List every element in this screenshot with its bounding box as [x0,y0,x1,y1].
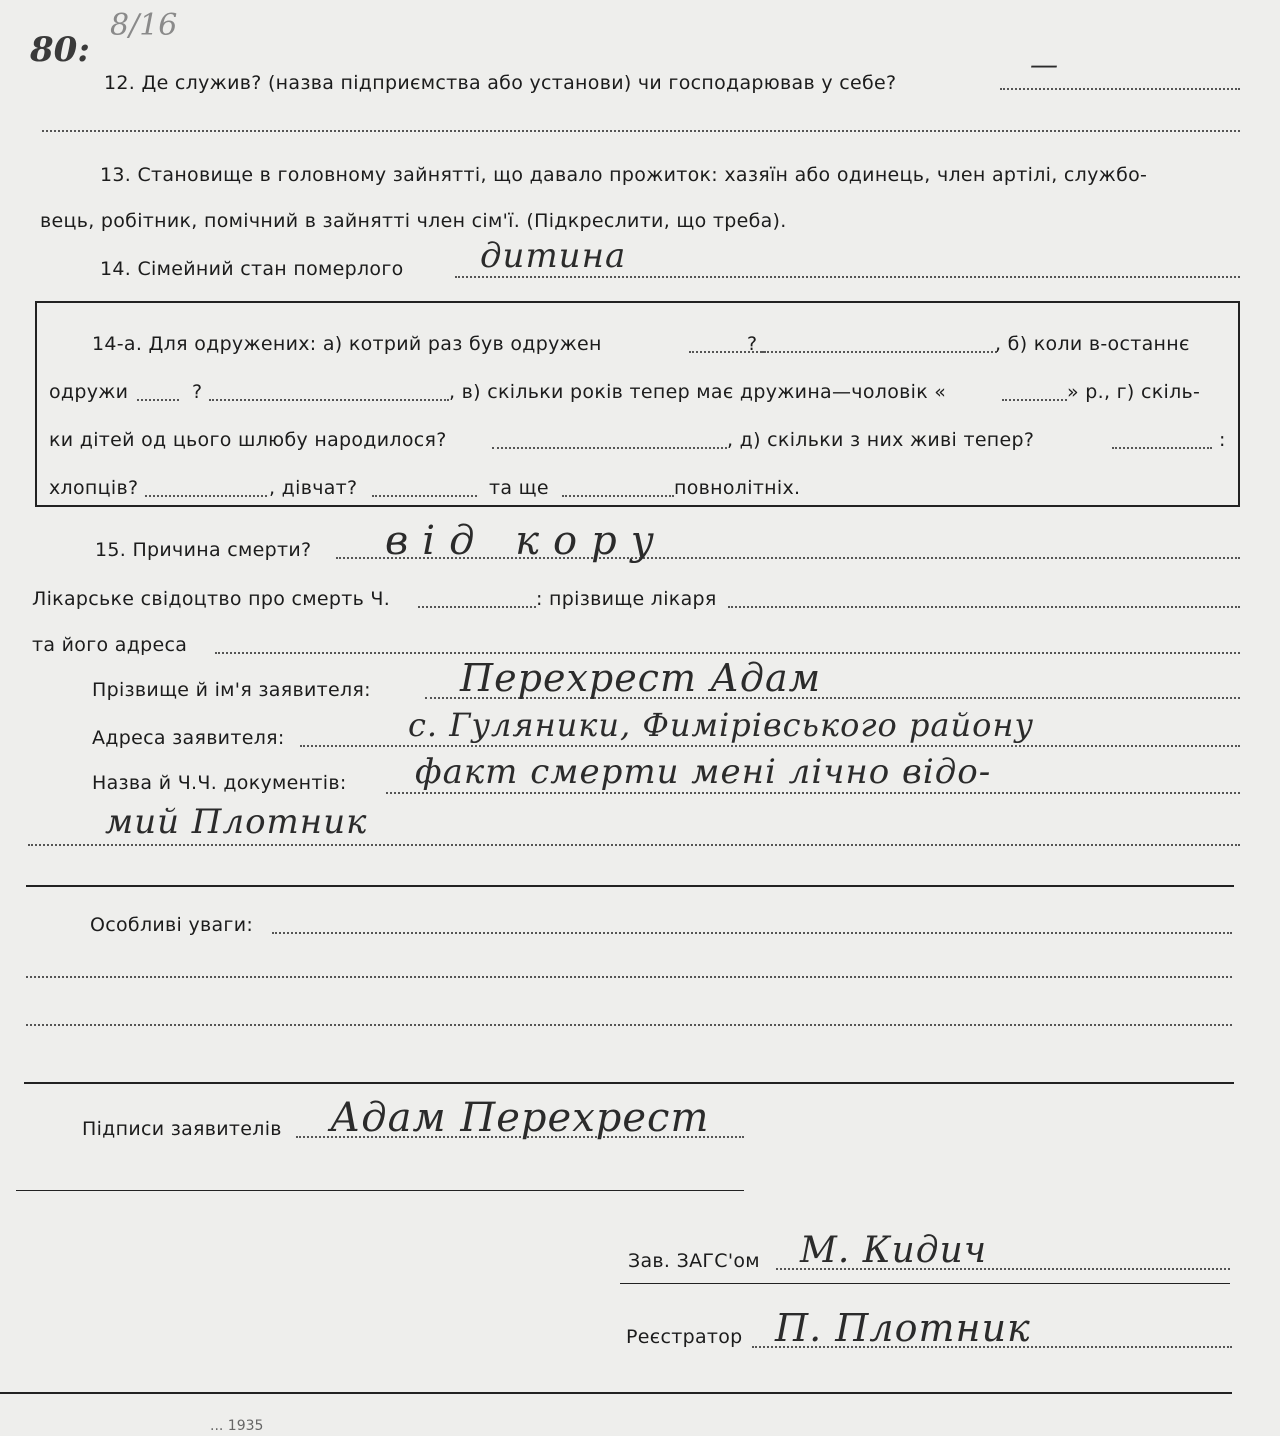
doctor-address-label: та його адреса [32,634,188,656]
q14a-adults-field [562,495,674,497]
applicant-name-answer: Перехрест Адам [460,656,822,700]
married-section-box [35,301,1240,507]
q12-label: 12. Де служив? (назва підприємства або установи) чи господарював у себе? [104,72,897,94]
head-underline [620,1283,1230,1284]
notes-line-1 [272,932,1232,934]
q15-label: 15. Причина смерти? [95,539,312,561]
q14a-line4-d: повнолітніх. [674,477,801,499]
applicant-address-line [300,745,1240,747]
doctor-name-field [728,606,1240,608]
applicant-signature: Адам Перехрест [330,1095,710,1141]
notes-line-2 [26,976,1232,978]
q14a-line4-a: хлопців? [49,477,139,499]
q13-line-1: 13. Становище в головному зайнятті, що давало прожиток: хазяїн або одинець, член артілі, службо- [100,164,1148,186]
bottom-divider [0,1392,1232,1394]
q14a-times-married-field-2 [762,351,997,353]
applicant-address-label: Адреса заявителя: [92,727,285,749]
q14a-last-married-field-2 [209,399,449,401]
q14a-line1-b: , б) коли в-останнє [995,333,1190,355]
documents-line-1 [386,792,1240,794]
q14a-line2-c: » р., г) скіль- [1067,381,1201,403]
doctor-name-label: : прізвище лікаря [536,588,717,610]
medical-certificate-label: Лікарське свідоцтво про смерть Ч. [32,588,391,610]
registrar-label: Реєстратор [626,1326,743,1348]
documents-label: Назва й Ч.Ч. документів: [92,772,347,794]
divider-1 [26,885,1234,887]
q14a-girls-field [372,495,477,497]
q14a-children-born-field [492,447,727,449]
q12-answer-line [1000,88,1240,90]
q14a-line4-b: , дівчат? [269,477,358,499]
q14a-line1-q: ? [747,333,758,355]
q13-line-2: вець, робітник, помічний в зайнятті член сім'ї. (Підкреслити, що треба). [40,210,787,232]
applicant-name-label: Прізвище й ім'я заявителя: [92,679,371,701]
q15-answer: від кору [385,518,668,564]
q14-answer-line [455,276,1240,278]
q14a-children-alive-field [1112,447,1212,449]
footer-text: ... 1935 [210,1418,264,1434]
divider-2 [24,1082,1234,1084]
q12-answer: — [1030,48,1059,81]
q14a-spouse-age-field [1002,399,1067,401]
q14a-last-married-field [137,399,179,401]
doctor-address-field [215,652,1240,654]
signatures-underline [16,1190,744,1191]
head-label: Зав. ЗАГС'ом [628,1250,760,1272]
applicant-address-answer: с. Гуляники, Фимірівського району [408,706,1035,744]
corner-mark-right: 8/16 [110,8,178,43]
q14a-line3-c: : [1219,429,1226,451]
documents-line-2 [28,844,1240,846]
q14-label: 14. Сімейний стан померлого [100,258,404,280]
medical-certificate-number-field [418,606,536,608]
q14a-line3-a: ки дітей од цього шлюбу народилося? [49,429,447,451]
applicant-signatures-label: Підписи заявителів [82,1118,282,1140]
q14a-line3-b: , д) скільки з них живі тепер? [727,429,1035,451]
head-signature: М. Кидич [800,1230,988,1271]
documents-answer-1: факт смерти мені лічно відо- [415,752,992,792]
q14a-line2-b: , в) скільки років тепер має дружина—чоловік « [449,381,947,403]
q14a-line1-a: 14-а. Для одружених: а) котрий раз був одружен [92,333,602,355]
q14a-line2-a: одружи [49,381,129,403]
documents-answer-2: мий Плотник [105,802,368,842]
notes-label: Особливі уваги: [90,914,254,936]
q12-answer-line-2 [42,130,1240,132]
notes-line-3 [26,1024,1232,1026]
q14-answer: дитина [480,236,627,276]
corner-mark-left: 80: [30,30,90,70]
q14a-line2-q: ? [192,381,203,403]
q14a-boys-field [145,495,267,497]
registrar-signature: П. Плотник [775,1306,1031,1350]
q14a-line4-c: та ще [489,477,549,499]
